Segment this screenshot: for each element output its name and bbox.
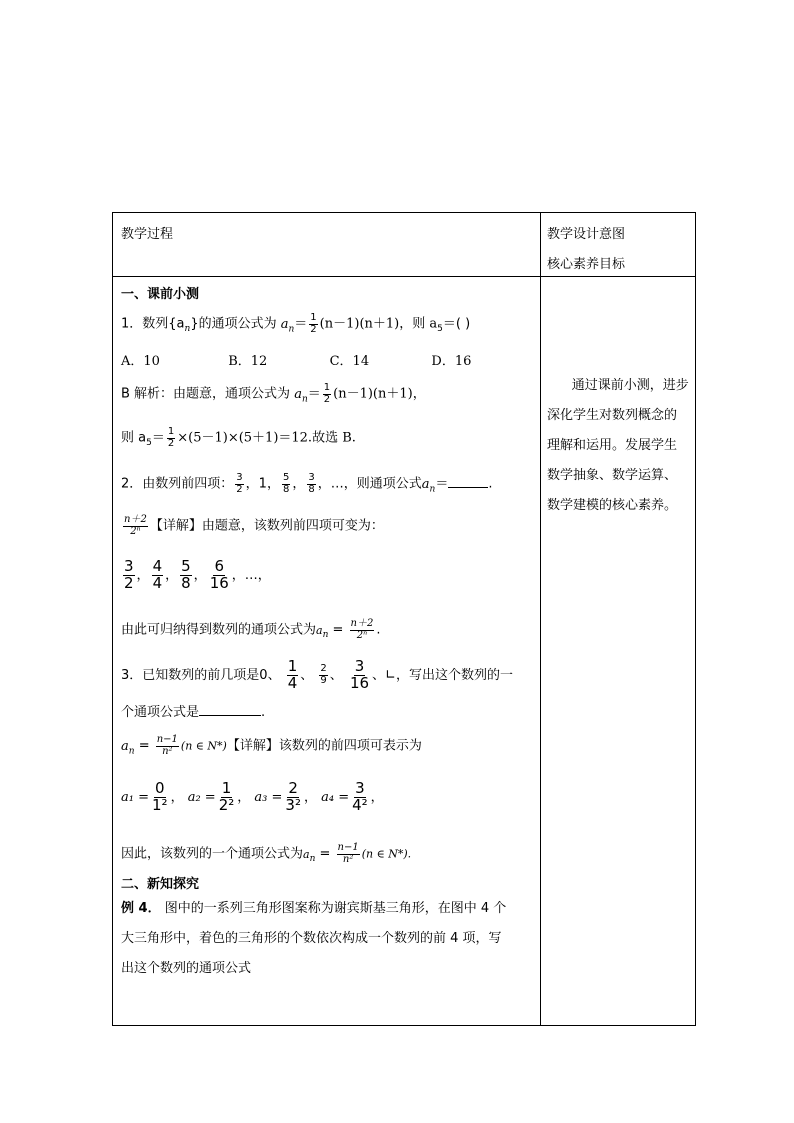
example-4-line1: 例 4． 图中的一系列三角形图案称为谢宾斯基三角形，在图中 4 个 (121, 901, 507, 916)
q3-answer-conclusion: 因此，该数列的一个通项公式为$a_n$ = $\frac{n-1}{\text{n²}}$ (n ∈ N*). (121, 842, 412, 865)
header-left: 教学过程 (121, 227, 174, 242)
intent-line-1: 通过课前小测，进步 (547, 378, 689, 393)
example-4-line3: 出这个数列的通项公式 (121, 961, 252, 976)
q1-option-a: A．10 (121, 354, 160, 369)
intent-line-4: 数学抽象、数学运算、 (547, 468, 678, 483)
q1-mid: }的通项公式为 (190, 316, 281, 332)
header-right-line2: 核心素养目标 (547, 257, 626, 272)
q2-blank (448, 487, 488, 488)
q1-options (121, 354, 471, 370)
q3-answer-line1: $a_n$ = $\frac{n-1}{\text{n²}}$ (n ∈ N*)【详解】该数列的前四项可表示为 (121, 734, 422, 757)
q2-answer-terms: $\frac{3}{2}$ ， $\frac{4}{4}$ ， $\frac{5}{8}$ ， $\frac{6}{16}$ ，…， (124, 557, 271, 592)
q1-half-frac: $\frac{1}{2}$ (310, 312, 317, 335)
question-1: 1．数列$\{a_n\}$的通项公式为 $a_n=$ $\frac{1}{2}$ (n－1)(n＋1)，则 $a_5=$( ) (121, 312, 471, 335)
question-2: 2．由数列前四项： $\frac{3}{2}$ ，1， $\frac{5}{8}$ ， $\frac{3}{8}$ ，…，则通项公式$a_n=$ . (121, 472, 493, 495)
q1-end: ＝( ) (442, 316, 471, 332)
q1-prefix: 1．数列{a (121, 316, 185, 332)
header-divider (113, 276, 695, 277)
question-3-line2: 个通项公式是 . (121, 705, 266, 720)
intent-line-2: 深化学生对数列概念的 (547, 408, 678, 423)
q1-option-c: C．14 (329, 354, 370, 369)
q2-answer-line1: $\frac{n+2}{\text{2ⁿ}}$ 【详解】由题意，该数列前四项可变为： (124, 514, 384, 537)
section1-title: 一、课前小测 (121, 287, 200, 302)
example-4-line2: 大三角形中，着色的三角形的个数依次构成一个数列的前 4 项，写 (121, 931, 502, 946)
q2-answer-conclusion: 由此可归纳得到数列的通项公式为$a_n$ = $\frac{n+2}{\text{2ⁿ}}$ . (121, 618, 381, 641)
column-divider (540, 213, 541, 1025)
question-3: 3．已知数列的前几项是0、 $\frac{1}{4}$ 、 $\frac{2}{9}$ 、 $\frac{3}{16}$ 、∟，写出这个数列的一 (121, 657, 513, 692)
q1-answer-line1: B 解析：由题意，通项公式为 $a_n=$ $\frac{1}{2}$ (n－1)(n＋1)， (121, 382, 426, 405)
design-intent-text (547, 371, 693, 521)
q1-formula-tail: (n－1)(n＋1)，则 a (319, 316, 438, 332)
intent-line-3: 理解和运用。发展学生 (547, 438, 678, 453)
q1-option-b: B．12 (228, 354, 268, 369)
intent-line-5: 数学建模的核心素养。 (547, 498, 678, 513)
q1-answer-line2: 则 $a_5=$ $\frac{1}{2}$ ×(5－1)×(5＋1)＝12.故选 B. (121, 426, 356, 449)
lesson-table (112, 212, 696, 1026)
section2-title: 二、新知探究 (121, 877, 200, 892)
q3-answer-terms: a₁ = $\frac{0}{\text{1²}}$ ， a₂ = $\frac{1}{\text{2²}}$ ， a₃ = $\frac{2}{\text{3²}}$ ， a₄ = $\frac{3}{\text{4²}}$ ， (121, 779, 384, 814)
q3-blank (199, 715, 261, 716)
q1-option-d: D．16 (431, 354, 472, 369)
header-right-line1: 教学设计意图 (547, 227, 626, 242)
